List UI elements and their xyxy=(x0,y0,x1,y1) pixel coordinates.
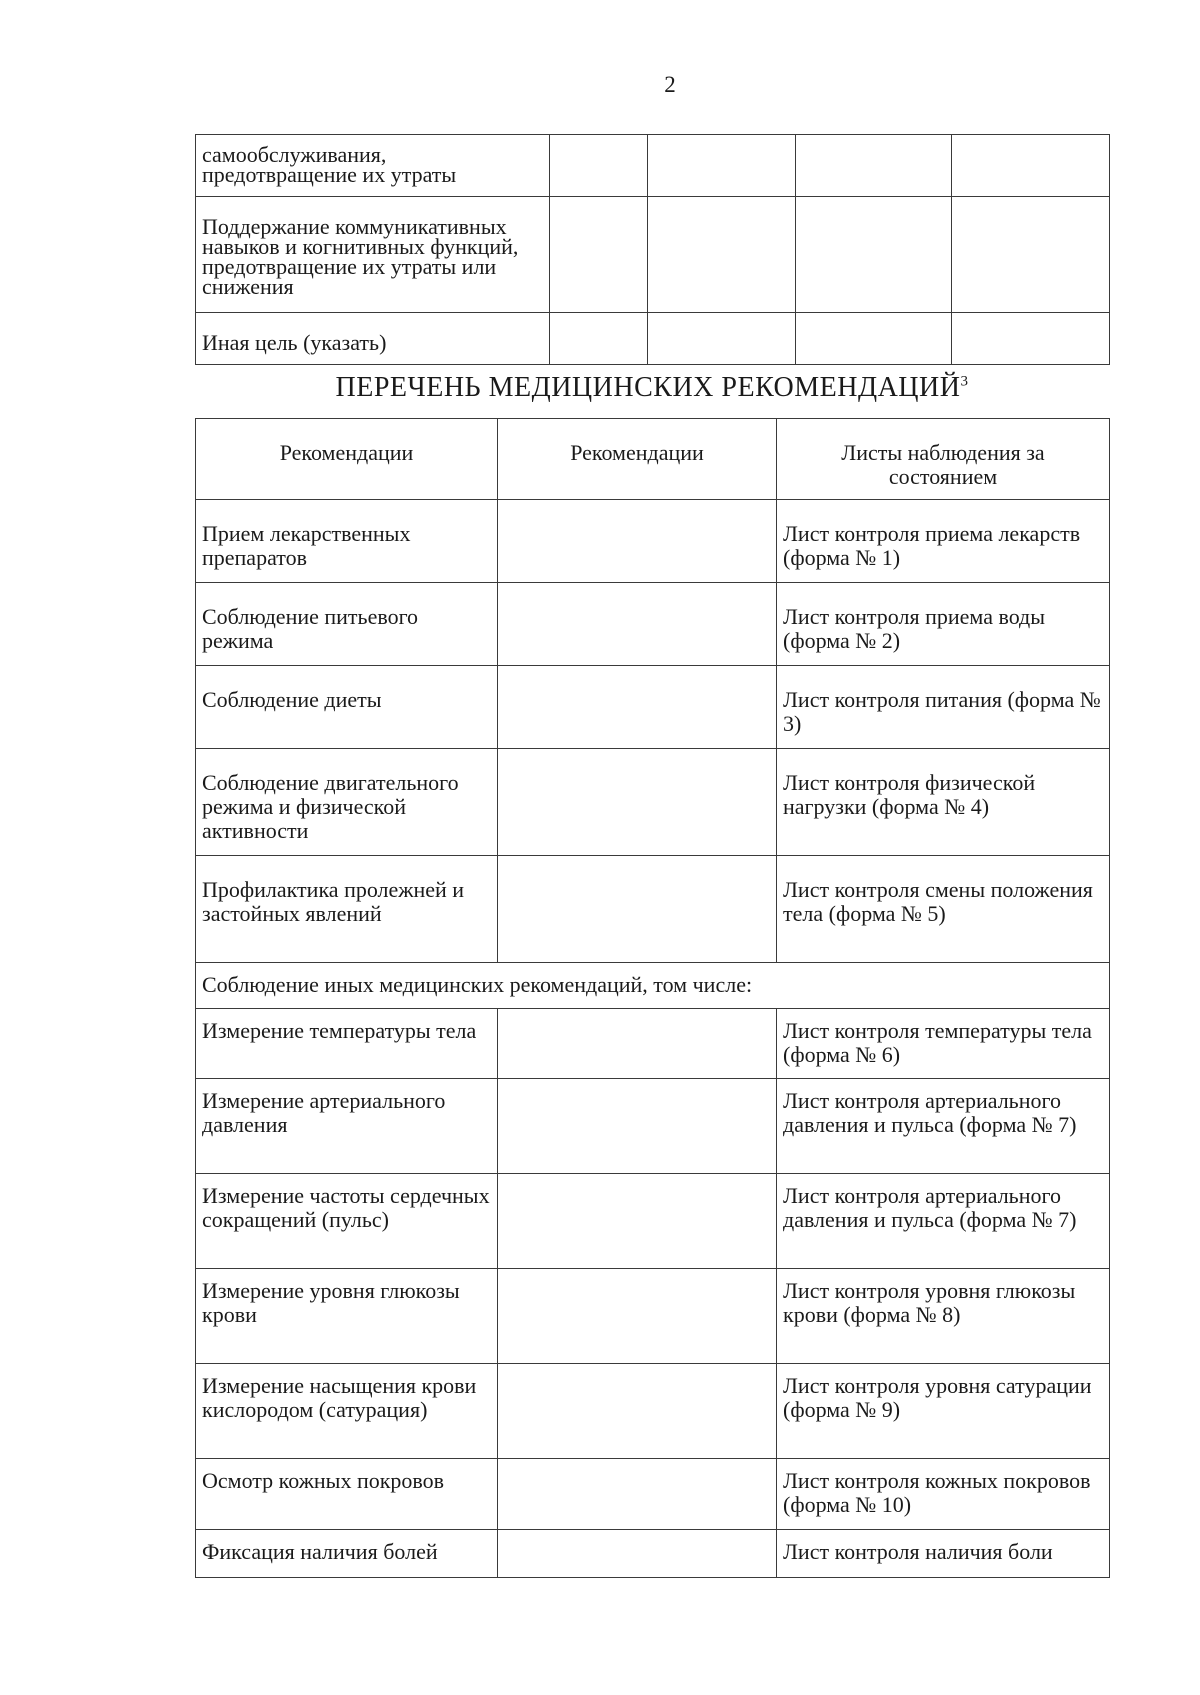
recommendation-name: Прием лекарственных препаратов xyxy=(196,500,498,583)
footnote-marker: 3 xyxy=(960,373,969,390)
recommendation-name: Измерение насыщения крови кислородом (сатурация) xyxy=(196,1364,498,1459)
recommendation-name: Осмотр кожных покровов xyxy=(196,1459,498,1530)
observation-sheet: Лист контроля физической нагрузки (форма № 4) xyxy=(777,749,1110,856)
goal-cell[interactable] xyxy=(648,197,796,313)
table-row xyxy=(196,749,1110,856)
recommendation-value[interactable] xyxy=(498,1364,777,1459)
table-row xyxy=(196,1079,1110,1174)
table-row xyxy=(196,963,1110,1009)
recommendation-name: Фиксация наличия болей xyxy=(196,1530,498,1578)
goal-cell[interactable] xyxy=(952,197,1110,313)
observation-sheet: Лист контроля артериального давления и пульса (форма № 7) xyxy=(777,1174,1110,1269)
table-row xyxy=(196,1009,1110,1079)
recommendation-value[interactable] xyxy=(498,1174,777,1269)
recommendation-name: Измерение частоты сердечных сокращений (пульс) xyxy=(196,1174,498,1269)
table-row xyxy=(196,1530,1110,1578)
table-row xyxy=(196,1269,1110,1364)
observation-sheet: Лист контроля наличия боли xyxy=(777,1530,1110,1578)
goal-cell[interactable] xyxy=(796,197,952,313)
goal-cell[interactable] xyxy=(796,313,952,365)
table-row xyxy=(196,583,1110,666)
recommendation-value[interactable] xyxy=(498,1530,777,1578)
table-row xyxy=(196,1459,1110,1530)
table-row xyxy=(196,666,1110,749)
recommendation-value[interactable] xyxy=(498,1269,777,1364)
section-title-text: ПЕРЕЧЕНЬ МЕДИЦИНСКИХ РЕКОМЕНДАЦИЙ xyxy=(335,372,961,403)
recommendation-value[interactable] xyxy=(498,1459,777,1530)
recommendation-name: Измерение уровня глюкозы крови xyxy=(196,1269,498,1364)
recommendation-name: Профилактика пролежней и застойных явлений xyxy=(196,856,498,963)
goal-cell[interactable] xyxy=(550,313,648,365)
table-row xyxy=(196,856,1110,963)
goals-table xyxy=(195,134,1110,365)
recommendation-value[interactable] xyxy=(498,1009,777,1079)
page-number: 2 xyxy=(664,72,676,97)
goal-cell[interactable] xyxy=(952,135,1110,197)
column-header: Листы наблюдения за состоянием xyxy=(777,419,1110,500)
column-header: Рекомендации xyxy=(196,419,498,500)
observation-sheet: Лист контроля уровня глюкозы крови (форма № 8) xyxy=(777,1269,1110,1364)
goal-cell[interactable] xyxy=(550,197,648,313)
table-row xyxy=(196,500,1110,583)
goal-cell[interactable] xyxy=(648,135,796,197)
goal-label: Поддержание коммуникативных навыков и когнитивных функций, предотвращение их утраты или снижения xyxy=(196,197,550,313)
goal-label: Иная цель (указать) xyxy=(196,313,550,365)
column-header: Рекомендации xyxy=(498,419,777,500)
observation-sheet: Лист контроля температуры тела (форма № 6) xyxy=(777,1009,1110,1079)
recommendation-value[interactable] xyxy=(498,1079,777,1174)
recommendation-value[interactable] xyxy=(498,583,777,666)
table-header-row xyxy=(196,419,1110,500)
observation-sheet: Лист контроля приема лекарств (форма № 1) xyxy=(777,500,1110,583)
recommendation-name: Измерение температуры тела xyxy=(196,1009,498,1079)
goal-label: самообслуживания, предотвращение их утраты xyxy=(196,135,550,197)
recommendation-value[interactable] xyxy=(498,749,777,856)
recommendation-value[interactable] xyxy=(498,666,777,749)
observation-sheet: Лист контроля питания (форма № 3) xyxy=(777,666,1110,749)
observation-sheet: Лист контроля смены положения тела (форма № 5) xyxy=(777,856,1110,963)
recommendation-value[interactable] xyxy=(498,500,777,583)
goal-cell[interactable] xyxy=(796,135,952,197)
observation-sheet: Лист контроля артериального давления и пульса (форма № 7) xyxy=(777,1079,1110,1174)
goal-cell[interactable] xyxy=(648,313,796,365)
observation-sheet: Лист контроля кожных покровов (форма № 10) xyxy=(777,1459,1110,1530)
other-recommendations-header: Соблюдение иных медицинских рекомендаций, том числе: xyxy=(196,963,1110,1009)
recommendation-name: Измерение артериального давления xyxy=(196,1079,498,1174)
observation-sheet: Лист контроля приема воды (форма № 2) xyxy=(777,583,1110,666)
recommendation-name: Соблюдение питьевого режима xyxy=(196,583,498,666)
table-row xyxy=(196,313,1110,365)
recommendation-name: Соблюдение двигательного режима и физической активности xyxy=(196,749,498,856)
goal-cell[interactable] xyxy=(550,135,648,197)
recommendation-name: Соблюдение диеты xyxy=(196,666,498,749)
recommendations-table xyxy=(195,418,1110,1578)
goal-cell[interactable] xyxy=(952,313,1110,365)
observation-sheet: Лист контроля уровня сатурации (форма № 9) xyxy=(777,1364,1110,1459)
table-row xyxy=(196,197,1110,313)
recommendation-value[interactable] xyxy=(498,856,777,963)
table-row xyxy=(196,1364,1110,1459)
table-row xyxy=(196,1174,1110,1269)
section-title xyxy=(195,372,1109,404)
table-row xyxy=(196,135,1110,197)
